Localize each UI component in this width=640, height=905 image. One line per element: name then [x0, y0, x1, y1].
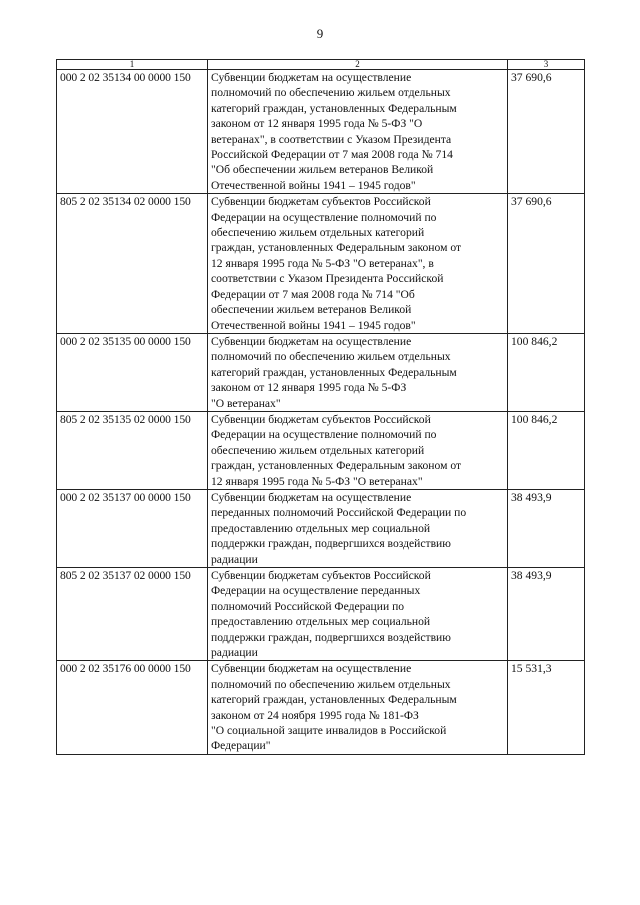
amount-cell: 15 531,3: [508, 661, 585, 754]
table-row: [57, 333, 585, 411]
budget-table: [56, 59, 585, 755]
column-header-1: 1: [57, 60, 208, 70]
table-row: [57, 70, 585, 194]
column-header-2: 2: [208, 60, 508, 70]
amount-cell: 38 493,9: [508, 568, 585, 661]
budget-code-cell: 805 2 02 35134 02 0000 150: [57, 194, 208, 334]
column-header-3: 3: [508, 60, 585, 70]
amount-cell: 38 493,9: [508, 489, 585, 567]
description-cell: Субвенции бюджетам субъектов Российской Федерации на осуществление полномочий по обеспечению жильем отдельных категорий граждан, установленных Федеральным законом от 12 января 1995 года № 5-ФЗ "О ветеранах", в соответствии с Указом Президента Российской Федерации от 7 мая 2008 года № 714 "Об обеспечении жильем ветеранов Великой Отечественной войны 1941 – 1945 годов": [208, 194, 508, 334]
budget-code-cell: 805 2 02 35135 02 0000 150: [57, 411, 208, 489]
description-cell: Субвенции бюджетам субъектов Российской Федерации на осуществление переданных полномочий Российской Федерации по предоставлению отдельных мер социальной поддержки граждан, подвергшихся воздействию радиации: [208, 568, 508, 661]
page-number: 9: [316, 26, 324, 41]
table-header-row: [57, 60, 585, 70]
amount-cell: 37 690,6: [508, 194, 585, 334]
table-row: [57, 489, 585, 567]
description-cell: Субвенции бюджетам на осуществление переданных полномочий Российской Федерации по предоставлению отдельных мер социальной поддержки граждан, подвергшихся воздействию радиации: [208, 489, 508, 567]
budget-code-cell: 000 2 02 35137 00 0000 150: [57, 489, 208, 567]
description-cell: Субвенции бюджетам на осуществление полномочий по обеспечению жильем отдельных категорий граждан, установленных Федеральным законом от 12 января 1995 года № 5-ФЗ "О ветеранах": [208, 333, 508, 411]
table-row: [57, 194, 585, 334]
amount-cell: 100 846,2: [508, 333, 585, 411]
table-row: [57, 411, 585, 489]
amount-cell: 100 846,2: [508, 411, 585, 489]
budget-code-cell: 000 2 02 35135 00 0000 150: [57, 333, 208, 411]
table-row: [57, 661, 585, 754]
budget-code-cell: 000 2 02 35176 00 0000 150: [57, 661, 208, 754]
table-row: [57, 568, 585, 661]
description-cell: Субвенции бюджетам субъектов Российской Федерации на осуществление полномочий по обеспечению жильем отдельных категорий граждан, установленных Федеральным законом от 12 января 1995 года № 5-ФЗ "О ветеранах": [208, 411, 508, 489]
description-cell: Субвенции бюджетам на осуществление полномочий по обеспечению жильем отдельных категорий граждан, установленных Федеральным законом от 24 ноября 1995 года № 181-ФЗ "О социальной защите инвалидов в Российской Федерации": [208, 661, 508, 754]
description-cell: Субвенции бюджетам на осуществление полномочий по обеспечению жильем отдельных категорий граждан, установленных Федеральным законом от 12 января 1995 года № 5-ФЗ "О ветеранах", в соответствии с Указом Президента Российской Федерации от 7 мая 2008 года № 714 "Об обеспечении жильем ветеранов Великой Отечественной войны 1941 – 1945 годов": [208, 70, 508, 194]
budget-code-cell: 805 2 02 35137 02 0000 150: [57, 568, 208, 661]
amount-cell: 37 690,6: [508, 70, 585, 194]
budget-code-cell: 000 2 02 35134 00 0000 150: [57, 70, 208, 194]
